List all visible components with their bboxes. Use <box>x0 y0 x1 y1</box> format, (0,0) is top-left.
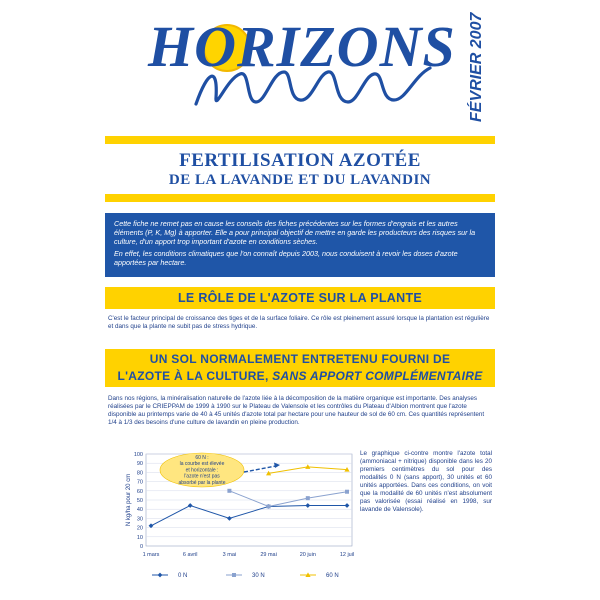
y-tick-label: 10 <box>136 534 143 541</box>
chart-legend <box>148 568 368 580</box>
section2-heading-line2: L'AZOTE À LA CULTURE, SANS APPORT COMPLÉMENTAIRE <box>117 369 483 383</box>
intro-box <box>105 213 495 277</box>
masthead <box>148 14 456 90</box>
annotation-label: 60 N : <box>195 455 209 461</box>
y-tick-label: 70 <box>136 479 143 486</box>
legend-marker-0n <box>158 573 163 578</box>
section2-body: Dans nos régions, la minéralisation naturelle de l'azote liée à la décomposition de la matière organique est importante. Des analyses réalisées par le CRIEPPAM de 1999 à 1990 sur le Plateau de Valensole et les contrôles du Plateau d'Albion montrent que l'azote disponible au printemps varie de 40 à 45 unités d'azote total par hectare pour une hauteur de sol de 60 cm. Ces quantités représentent 1/4 à 1/3 des besoins d'une culture de lavandin en pleine production. <box>108 395 485 426</box>
issue-date: FÉVRIER 2007 <box>468 12 485 122</box>
data-point-30n <box>306 496 310 500</box>
section2-heading-line1: UN SOL NORMALEMENT ENTRETENU FOURNI DE <box>149 352 451 366</box>
data-point-30n <box>267 504 271 508</box>
data-point-30n <box>345 490 349 494</box>
y-tick-label: 40 <box>136 507 143 514</box>
chart-svg <box>104 448 356 566</box>
handwritten-flourish-logo <box>188 58 438 114</box>
annotation-text: l'azote n'est pas <box>184 473 220 480</box>
chart-commentary: Le graphique ci-contre montre l'azote total (ammoniacal + nitrique) disponible dans les 20 premiers centimètres du sol pour des modalités 0 N (sans apport), 30 unités et 60 unités apportées. Dans ces conditions, on voit que la modalité de 60 unités n'est absolument pas valorisée (essai réalisé en 1998, sur lavande de Valensole). <box>360 450 492 513</box>
intro-paragraph-1: Cette fiche ne remet pas en cause les conseils des fiches précédentes sur les formes d'engrais et les autres éléments (P, K, Mg) à apporter. Elle a pour principal objectif de mettre en garde les producteurs des risques sur la culture, d'un apport trop important d'azote en conditions sèches. <box>114 219 476 247</box>
x-tick-label: 29 mai <box>260 552 277 558</box>
y-tick-label: 100 <box>133 452 143 458</box>
x-tick-label: 6 avril <box>182 552 198 558</box>
y-tick-label: 20 <box>136 525 143 532</box>
x-tick-label: 3 mai <box>222 552 237 558</box>
y-tick-label: 90 <box>136 461 143 468</box>
y-axis-label: N kg/ha pour 20 cm <box>126 473 132 527</box>
y-tick-label: 50 <box>136 498 143 504</box>
annotation-text: la courbe est élevée <box>179 461 225 468</box>
x-tick-label: 1 mars <box>142 552 160 558</box>
legend-label-60n: 60 N <box>326 573 339 579</box>
yellow-rule-bottom <box>105 194 495 202</box>
x-tick-label: 20 juin <box>299 552 316 558</box>
nitrogen-chart <box>104 448 356 580</box>
y-tick-label: 30 <box>136 516 143 523</box>
section-heading-role-azote: LE RÔLE DE L'AZOTE SUR LA PLANTE <box>105 287 495 309</box>
x-tick-label: 12 juil <box>339 552 355 558</box>
page-subtitle: DE LA LAVANDE ET DU LAVANDIN <box>168 172 432 188</box>
annotation-callout <box>160 453 244 487</box>
y-tick-label: 60 <box>136 488 143 495</box>
page-title: FERTILISATION AZOTÉE <box>179 150 421 171</box>
annotation-text: et horizontale : <box>185 467 219 474</box>
yellow-rule-top <box>105 136 495 144</box>
annotation-text: absorbé par la plante <box>178 479 226 486</box>
y-tick-label: 0 <box>139 544 143 550</box>
legend-label-30n: 30 N <box>252 573 265 579</box>
intro-paragraph-2: En effet, les conditions climatiques que l'on connaît depuis 2003, nous conduisent à revoir les doses d'azote apportées par hectare. <box>114 248 458 267</box>
legend-marker-30n <box>232 573 236 577</box>
legend-svg <box>148 569 368 581</box>
section1-body: C'est le facteur principal de croissance des tiges et de la surface foliaire. Ce rôle est pleinement assuré lorsque la plantation est régulière et dans que la plante ne subit pas de stress hydrique. <box>108 315 490 330</box>
masthead-title: HORIZONS <box>148 14 456 79</box>
data-point-30n <box>227 489 231 493</box>
section-heading-sol <box>105 349 495 387</box>
legend-label-0n: 0 N <box>178 573 188 579</box>
y-tick-label: 80 <box>136 470 143 477</box>
